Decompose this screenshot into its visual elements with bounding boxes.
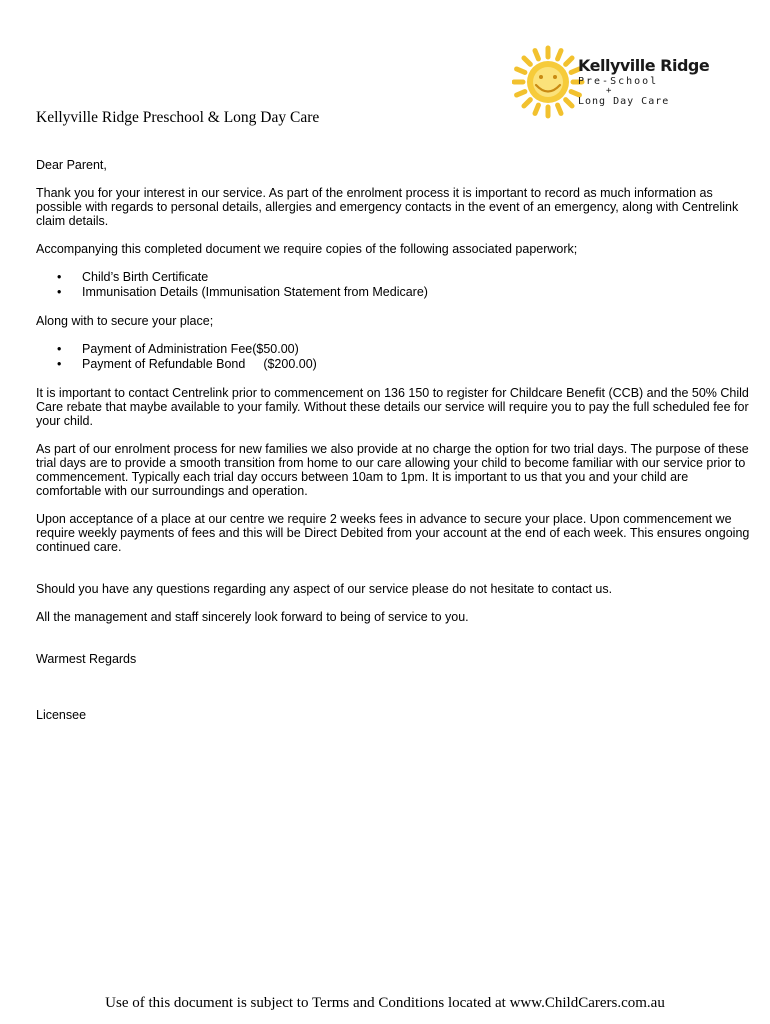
- footer-terms: Use of this document is subject to Terms and Conditions located at www.ChildCarers.com.au: [105, 995, 665, 1011]
- letter-body: [36, 158, 750, 722]
- paragraph-questions: Should you have any questions regarding any aspect of our service please do not hesitate to contact us.: [36, 582, 613, 596]
- sun-ray: [535, 105, 538, 113]
- fees-list: [36, 342, 750, 372]
- logo-wordmark: [578, 58, 709, 107]
- sun-ray: [558, 51, 561, 59]
- sun-ray: [524, 58, 530, 64]
- sun-ray: [566, 58, 572, 64]
- list-item: • Child’s Birth Certificate: [36, 270, 750, 285]
- sun-ray: [558, 105, 561, 113]
- logo-daycare: Long Day Care: [578, 96, 670, 107]
- paragraph-secure: Along with to secure your place;: [36, 314, 214, 328]
- logo-name: Kellyville Ridge: [578, 56, 710, 75]
- closing: Warmest Regards: [36, 652, 137, 666]
- paperwork-list: [36, 270, 750, 300]
- sun-ray: [517, 69, 525, 72]
- bond-amount: ($200.00): [263, 357, 317, 371]
- sun-ray: [524, 100, 530, 106]
- paragraph-paperwork: Accompanying this completed document we require copies of the following associated paperwork;: [36, 242, 578, 256]
- salutation: Dear Parent,: [36, 158, 107, 172]
- paragraph-staff: All the management and staff sincerely look forward to being of service to you.: [36, 610, 469, 624]
- list-item: • Immunisation Details (Immunisation Statement from Medicare): [36, 285, 750, 300]
- sun-ray: [566, 100, 572, 106]
- list-item: [36, 357, 750, 372]
- list-item: • Payment of Administration Fee($50.00): [36, 342, 750, 357]
- bond-label: Payment of Refundable Bond: [82, 357, 246, 371]
- sun-ray: [517, 92, 525, 95]
- logo-plus: +: [606, 86, 612, 96]
- logo-preschool: Pre-School: [578, 76, 659, 87]
- document-heading: Kellyville Ridge Preschool & Long Day Care: [36, 109, 320, 126]
- paragraph-centrelink: It is important to contact Centrelink prior to commencement on 136 150 to register for Childcare Benefit (CCB) and the 50% Child Care rebate that maybe available to your family. Without these details our service will require you to pay the full scheduled fee for your child.: [36, 386, 749, 428]
- paragraph-trial: As part of our enrolment process for new families we also provide at no charge the option for two trial days. The purpose of these trial days are to provide a smooth transition from home to our care allowing your child to become familiar with our service prior to commencement. Typically each trial day occurs between 10am to 1pm. It is important to us that you and your child are comfortable with our surroundings and operation.: [36, 442, 749, 498]
- signature: Licensee: [36, 708, 87, 722]
- paragraph-fees: Upon acceptance of a place at our centre we require 2 weeks fees in advance to secure your place. Upon commencement we require weekly payments of fees and this will be Direct Debited from your account at the end of each week. This ensures ongoing continued care.: [36, 512, 750, 554]
- paragraph-intro: Thank you for your interest in our service. As part of the enrolment process it is important to record as much information as possible with regards to personal details, allergies and emergency contacts in the event of an emergency, along with Centrelink claim details.: [36, 186, 739, 228]
- sun-ray: [535, 51, 538, 59]
